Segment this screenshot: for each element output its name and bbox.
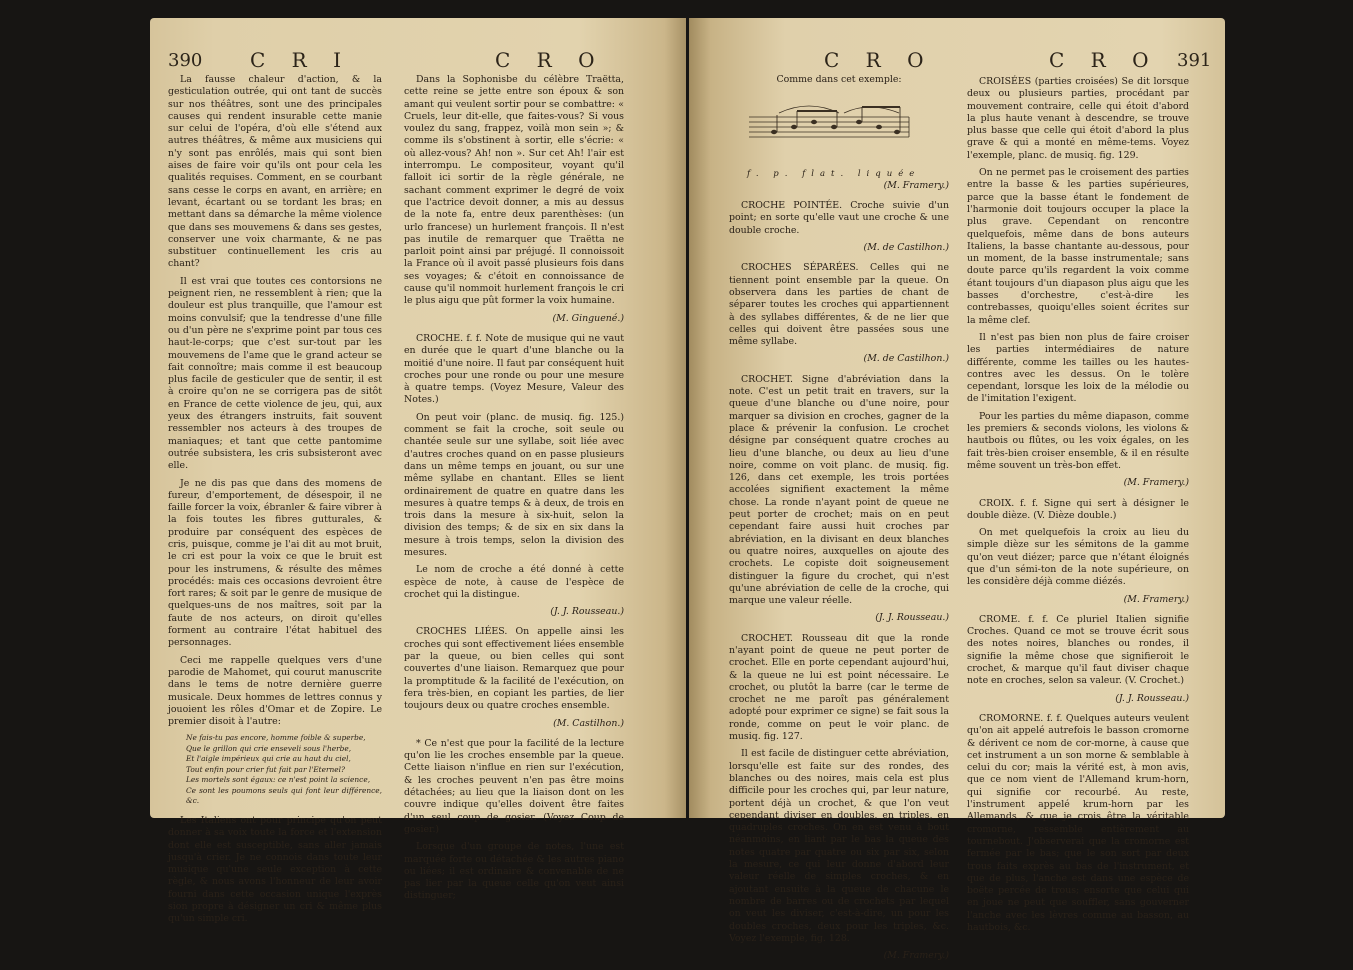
- entry-croix: CROIX. f. f. Signe qui sert à désigner le double dièze. (V. Dièze double.): [967, 497, 1189, 521]
- entry-croches-separees: CROCHES SÉPARÉES. Celles qui ne tiennent point ensemble par la queue. On observera dans les parties de chant de séparer toutes les croches qui appartiennent à des syllabes différentes, & de ne lier que celles qui doivent être passées sous une même syllabe.: [729, 262, 949, 348]
- page-number: 390: [168, 50, 203, 71]
- signature: (J. J. Rousseau.): [550, 606, 624, 618]
- verse-line: Que le grillon qui crie enseveli sous l'herbe,: [186, 743, 352, 753]
- paragraph: On ne permet pas le croisement des parties entre la basse & les parties supérieures, parce que la basse étant le fondement de l'harmonie doit toujours occuper la place la plus grave. Cependant on rencontre quelquefois, même dans de bons auteurs Italiens, la basse chantante au-dessous, pour un moment, de la basse instrumentale; sans doute parce qu'ils regardent la voix comme étant toujours d'un diapason plus aigu que les basses d'orchestre, c'est-à-dire les contrebasses, quoiqu'elles soient écrites sur la même clef.: [967, 167, 1189, 326]
- verse-line: Les mortels sont égaux: ce n'est point la science,: [186, 775, 371, 785]
- signature: (M. Castilhon.): [553, 717, 624, 729]
- signature: (M. Framery.): [1123, 593, 1189, 605]
- column-left: [729, 74, 949, 970]
- signature: (M. de Castilhon.): [863, 242, 949, 254]
- entry-croche: CROCHE. f. f. Note de musique qui ne vaut en durée que le quart d'une blanche ou la moitié d'une noire. Il faut par conséquent huit croches pour une ronde ou pour une mesure à quatre temps. (Voyez Mesure, Valeur des Notes.): [404, 332, 624, 406]
- paragraph: Je ne dis pas que dans des momens de fureur, d'emportement, de désespoir, il ne faille forcer la voix, ébranler & faire vibrer à la fois toutes les fibres gutturales, & produire par conséquent des espèces de cris, puisque, comme je l'ai dit au mot bruit, le cri est pour la voix ce que le bruit est pour les instrumens, & résulte des mêmes procédés: mais ces occasions devroient être fort rares; & soit par le genre de musique de quelques-uns de nos maîtres, soit par la faute de nos acteurs, on diroit qu'elles forment au contraire l'état habituel des personnages.: [168, 477, 382, 649]
- entry-crochet: CROCHET. Signe d'abréviation dans la note. C'est un petit trait en travers, sur la queue d'une blanche ou d'une noire, pour marquer sa division en croches, gagner de la place & prévenir la confusion. Le crochet désigne par conséquent quatre croches au lieu d'une blanche, ou deux au lieu d'une noire, comme on voit planc. de musiq. fig. 126, dans cet exemple, les trois portées accolées signifient exactement la même chose. La ronde n'ayant point de queue ne peut porter de crochet; mais on en peut cependant faire aussi huit croches par abréviation, en la divisant en deux blanches ou quatre noires, auxquelles on ajoute des crochets. Le copiste doit soigneusement distinguer la figure du crochet, qui n'est qu'une abréviation de celle de la croche, qui marque une valeur réelle.: [729, 373, 949, 607]
- paragraph: Il est vrai que toutes ces contorsions ne peignent rien, ne ressemblent à rien; que la douleur est plus tranquille, que l'amour est moins convulsif; que la tendresse d'une fille ou d'un père ne s'exprime point par tous ces haut-le-corps; que c'est sur-tout par les mouvemens de l'ame que le grand acteur se fait connoître; mais comme il est beaucoup plus facile de gesticuler que de sentir, il est à croire qu'on ne se corrigera pas de sitôt en France de cette violence de jeu, qui, aux yeux des étrangers instruits, fait souvent ressembler nos acteurs à des troupes de maniaques; et tant que cette pantomime outrée subsistera, les cris subsisteront avec elle.: [168, 275, 382, 472]
- signature: (M. de Castilhon.): [863, 353, 949, 365]
- verse-line: Tout enfin pour crier fut fait par l'Eternel?: [186, 764, 345, 774]
- paragraph: Le nom de croche a été donné à cette espèce de note, à cause de l'espèce de crochet qui la distingue.: [404, 564, 624, 600]
- paragraph: On peut voir (planc. de musiq. fig. 125.) comment se fait la croche, soit seule ou chantée seule sur une syllabe, soit liée avec d'autres croches quand on en passe plusieurs dans un même temps en jouant, ou sur une même syllabe en chantant. Elles se lient ordinairement de quatre en quatre dans les mesures à quatre temps & à deux, de trois en trois dans la mesure à six-huit, selon la division des temps; & de six en six dans la mesure à trois temps, selon la division des mesures.: [404, 411, 624, 558]
- left-page: [150, 18, 686, 925]
- running-head: C R I: [250, 48, 351, 72]
- signature: (M. Ginguené.): [552, 312, 624, 324]
- entry-crome: CROME. f. f. Ce pluriel Italien signifie Croches. Quand ce mot se trouve écrit sous des notes noires, blanches ou rondes, il signifie la même chose que signifieroit le crochet, & marque qu'il faut diviser chaque note en croches, selon sa valeur. (V. Crochet.): [967, 613, 1189, 687]
- music-stave-figure: [739, 95, 929, 157]
- paragraph: La fausse chaleur d'action, & la gesticulation outrée, qui ont tant de succès sur nos théâtres, sont une des principales causes qui rendent insurable cette manie sur celui de l'opéra, d'où elle s'étend aux autres théâtres, & même aux musiciens qui n'y sont pas enrôlés, mais qui sont bien aises de faire voir qu'ils ont pour cela les qualités requises. Comment, en se courbant sans cesse le corps en avant, en arrière; en levant, écartant ou se tordant les bras; en mettant dans sa démarche la même violence que dans ses mouvemens & dans ses gestes, conserver une voix charmante, & ne pas substituer continuellement les cris au chant?: [168, 74, 382, 270]
- entry-cromorne: CROMORNE. f. f. Quelques auteurs veulent qu'on ait appelé autrefois le basson cromorne & dérivent ce nom de cor-morne, à cause que cet instrument a un son morne & semblable à celui du cor; mais la vérité est, à mon avis, que ce nom vient de l'Allemand krum-horn, qui signifie cor recourbé. Au reste, l'instrument appelé krum-horn par les Allemands, & que je crois être la véritable cromorne, ressemble entièrement au tournebout. J'observerai que la cromorne est fermée par le bas; que le son sort par deux trous faits exprès au bas de l'instrument, et que de plus, l'anche est dans une espèce de boëte percée de trous; ensorte que celui qui en joue ne peut que souffler, sans gouverner l'anche avec les lèvres comme au basson, au hautbois, &c.: [967, 712, 1189, 933]
- column-right: [967, 76, 1189, 939]
- paragraph: * Ce n'est que pour la facilité de la lecture qu'on lie les croches ensemble par la queue. Cette liaison n'influe en rien sur l'exécution, & les croches peuvent n'en pas être moins détachées; au lieu que la liaison dont on les couvre indique qu'elles doivent être faites d'un seul coup de gosier. (Voyez Coup de gosier.): [404, 737, 624, 835]
- paragraph: Pour les parties du même diapason, comme les premiers & seconds violons, les violons & hautbois ou flûtes, ou les voix égales, on les fait très-bien croiser ensemble, & il en résulte même souvent un très-bon effet.: [967, 410, 1189, 471]
- running-head: C R O: [824, 48, 934, 72]
- paragraph: On met quelquefois la croix au lieu du simple dièze sur les sémitons de la gamme qu'on veut diézer; parce que n'étant éloignés que d'un sémi-ton de la note supérieure, on les considère déjà comme diézés.: [967, 527, 1189, 588]
- verse-line: Et l'aigle impérieux qui crie au haut du ciel,: [186, 754, 351, 764]
- page-number: 391: [1177, 50, 1212, 71]
- signature: (M. Framery.): [883, 179, 949, 191]
- verse-line: Ne fais-tu pas encore, homme foible & superbe,: [186, 733, 366, 743]
- book-spread: [150, 18, 1225, 962]
- paragraph: Ceci me rappelle quelques vers d'une parodie de Mahomet, qui courut manuscrite dans le tems de notre dernière guerre musicale. Deux hommes de lettres connus y jouoient les rôles d'Omar et de Zopire. Le premier disoit à l'autre:: [168, 654, 382, 728]
- intro-text: Comme dans cet exemple:: [776, 74, 902, 85]
- verse-block: [186, 733, 382, 807]
- paragraph: Lorsque d'un groupe de notes, l'une est marquée forte ou détachée & les autres piano ou liées; il est ordinaire & convenable de ne pas lier par la queue celle qu'on veut ainsi distinguer;: [404, 841, 624, 902]
- entry-crochet-2: CROCHET. Rousseau dit que la ronde n'ayant point de queue ne peut porter de crochet. Elle en porte cependant aujourd'hui, & la queue ne lui est point nécessaire. Le crochet, ou plutôt la barre (car le terme de crochet ne me paroît pas généralement adopté pour exprimer ce signe) se fait sous la ronde, comme on peut le voir planc. de musiq. fig. 127.: [729, 632, 949, 743]
- signature: (M. Framery.): [883, 950, 949, 962]
- entry-croisees: CROISÉES (parties croisées) Se dit lorsque deux ou plusieurs parties, procédant par mouvement contraire, celle qui étoit d'abord la plus haute venant à descendre, se trouve plus basse que celle qui étoit d'abord la plus grave & qui a monté en même-tems. Voyez l'exemple, planc. de musiq. fig. 129.: [967, 76, 1189, 161]
- entry-croches-liees: CROCHES LIÉES. On appelle ainsi les croches qui sont effectivement liées ensemble par la queue, ou bien celles qui sont couvertes d'une liaison. Remarquez que pour la promptitude & la facilité de l'exécution, on fera très-bien, en copiant les parties, de lier toujours deux ou quatre croches ensemble.: [404, 626, 624, 712]
- running-head: C R O: [495, 48, 605, 72]
- right-page: [689, 18, 1225, 962]
- signature: (J. J. Rousseau.): [1115, 692, 1189, 704]
- entry-croche-pointee: CROCHE POINTÉE. Croche suivie d'un point; en sorte qu'elle vaut une croche & une double croche.: [729, 200, 949, 236]
- paragraph: Il est facile de distinguer cette abréviation, lorsqu'elle est faite sur des rondes, des blanches ou des noires, mais cela est plus difficile pour les croches qui, par leur nature, portent déjà un crochet, & que l'on veut cependant diviser en doubles, en triples, en quadruples croches. On en est venu à bout néanmoins, en liant par le bas la queue des notes quatre par quatre ou six par six, selon la mesure, ce qui leur donne d'abord leur valeur réelle de simples croches, & en ajoutant ensuite à la queue de chacune le nombre de barres ou de crochets par lequel on veut les diviser, c'est-à-dire, un pour les doubles croches, deux pour les triples, &c. Voyez l'exemple, fig. 128.: [729, 748, 949, 944]
- signature: (J. J. Rousseau.): [875, 612, 949, 624]
- paragraph: Il n'est pas bien non plus de faire croiser les parties intermédiaires de nature différente, comme les tailles ou les hautes-contres avec les dessus. On le tolère cependant, lorsque les loix de la mélodie ou de l'imitation l'exigent.: [967, 331, 1189, 405]
- paragraph: Les Italiens ont pour principe qu'on peut donner à sa voix toute la force et l'extension dont elle est susceptible, sans aller jamais jusqu'à crier. Je ne connois dans toute leur musique qu'une seule exception à cette règle, & nous avons l'honneur de leur avoir fourni dans cette occasion unique l'exprès sion propre à désigner un cri & même plus qu'un simple cri.: [168, 814, 382, 925]
- verse-line: Ce sont les poumons seuls qui font leur différence, &c.: [186, 785, 382, 806]
- signature: (M. Framery.): [1123, 477, 1189, 489]
- stave-caption: f. p. flat. liquée: [747, 168, 921, 179]
- running-head: C R O: [1049, 48, 1159, 72]
- paragraph: Dans la Sophonisbe du célèbre Traëtta, cette reine se jette entre son époux & son amant qui veulent sortir pour se combattre: « Cruels, leur dit-elle, que faites-vous? Si vous voulez du sang, frappez, voilà mon sein »; & comme ils s'obstinent à sortir, elle s'écrie: « où allez-vous? Ah! non ». Sur cet Ah! l'air est interrompu. Le compositeur, voyant qu'il falloit ici sortir de la règle générale, ne sachant comment exprimer le degré de voix que l'actrice devoit donner, a mis au dessus de la note fa, entre deux parenthèses: (un urlo francese) un hurlement françois. Il n'est pas inutile de remarquer que Traëtta ne parloit point ainsi par préjugé. Il connoissoit la France où il avoit passé plusieurs fois dans ses voyages; & c'étoit en connoissance de cause qu'il nommoit hurlement françois le cri le plus aigu que pût former la voix humaine.: [404, 74, 624, 307]
- column-left: [168, 74, 382, 931]
- column-right: [404, 74, 624, 908]
